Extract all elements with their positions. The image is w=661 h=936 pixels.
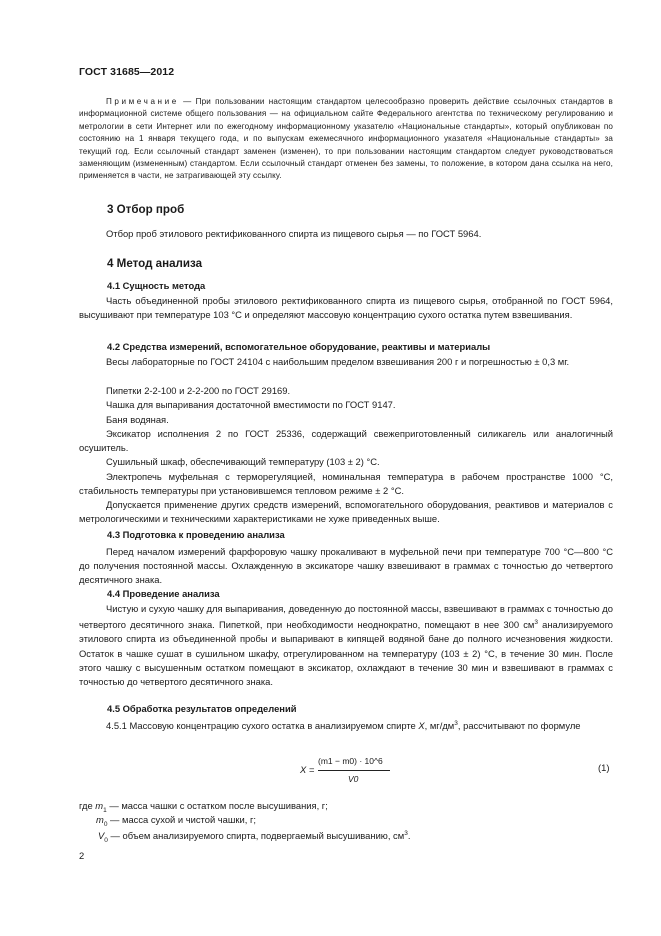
formula-number: (1) [598,762,610,773]
subsection-4-4-heading: 4.4 Проведение анализа [107,588,220,599]
where-line-m1: где $m_1$ — масса чашки с остатком после высушивания, г; [79,800,328,814]
section-4-heading: 4 Метод анализа [107,257,203,270]
subsection-4-1-heading: 4.1 Сущность метода [107,280,206,291]
formula-lhs: X = [300,764,315,775]
formula-1 [290,758,440,798]
subsection-4-2-p2: Пипетки 2-2-100 и 2-2-200 по ГОСТ 29169. [106,385,291,396]
subsection-4-2-p5: Эксикатор исполнения 2 по ГОСТ 25336, содержащий свежеприготовленный силикагель или аналогичный осушитель. [79,428,613,454]
section-3-text: Отбор проб этилового ректификованного спирта из пищевого сырья — по ГОСТ 5964. [106,228,482,239]
page-number: 2 [79,850,85,861]
note-paragraph [79,96,613,183]
subsection-4-2-p4: Баня водяная. [106,414,169,425]
where-line-v0: $V_0$ — объем анализируемого спирта, подвергаемый высушиванию, $см^3$. [98,830,411,844]
subsection-4-2-p8: Допускается применение других средств измерений, вспомогательного оборудования, реактивов и материалов с метрологическими и техническими характеристиками не хуже приведенных выше. [79,499,613,525]
subsection-4-5-heading: 4.5 Обработка результатов определений [107,703,297,714]
subsection-4-1-text: Часть объединенной пробы этилового ректификованного спирта из пищевого сырья, отобранной по ГОСТ 5964, высушивают при температуре 103 °С и определяют массовую концентрацию сухого остатка путем взвешивания. [79,295,613,321]
note-label: Примечание [106,97,179,106]
section-3-heading: 3 Отбор проб [107,203,185,216]
subsection-4-5-1-text: 4.5.1 Массовую концентрацию сухого остатка в анализируемом спирте X, $мг/дм^3$, рассчитывают по формуле [106,720,581,731]
subsection-4-2-p6: Сушильный шкаф, обеспечивающий температуру (103 ± 2) °С. [106,456,380,467]
subsection-4-2-p7: Электропечь муфельная с терморегуляцией, номинальная температура в рабочем пространстве 1000 °С, стабильность температуры при установившемся тепловом режиме ± 2 °С. [79,471,613,497]
subsection-4-2-p3: Чашка для выпаривания достаточной вместимости по ГОСТ 9147. [106,399,396,410]
subsection-4-3-text: Перед началом измерений фарфоровую чашку прокаливают в муфельной печи при температуре 700 °С—800 °С до получения постоянной массы. Охлажденную в эксикаторе чашку взвешивают в граммах с точностью до четвертого десятичного знака. [79,546,613,586]
subsection-4-2-heading: 4.2 Средства измерений, вспомогательное оборудование, реактивы и материалы [107,341,491,352]
where-line-m0: $m_0$ — масса сухой и чистой чашки, г; [96,814,256,828]
formula-numerator: (m1 − m0) · 10^6 [318,756,383,766]
formula-denominator: V0 [348,774,359,784]
subsection-4-3-heading: 4.3 Подготовка к проведению анализа [107,529,285,540]
note-text: — При пользовании настоящим стандартом целесообразно проверить действие ссылочных стандартов в информационной системе общего пользования — на официальном сайте Федерального агентства по техническому регулированию и метрологии в сети Интернет или по ежегодному информационному указателю «Национальные стандарты», который опубликован по состоянию на 1 января текущего года, и по выпускам ежемесячного информационного указателя «Национальные стандарты» за текущий год. Если ссылочный стандарт заменен (изменен), то при пользовании настоящим стандартом следует руководствоваться заменяющим (измененным) стандартом. Если ссылочный стандарт отменен без замены, то положение, в котором дана ссылка на него, применяется в части, не затрагивающей эту ссылку. [79,97,613,181]
document-header: ГОСТ 31685—2012 [79,66,175,78]
formula-fraction-bar [318,770,390,771]
subsection-4-4-text: Чистую и сухую чашку для выпаривания, доведенную до постоянной массы, взвешивают в граммах с точностью до четвертого десятичного знака. Пипеткой, при необходимости неоднократно, помещают в нее 300 $см^3$ анализируемого этилового спирта из объединенной пробы и выпаривают в кипящей водяной бане до полного исчезновения жидкости. Остаток в чашке сушат в сушильном шкафу, отрегулированном на температуру (103 ± 2) °С, в течение 30 мин. После этого чашку с высушенным остатком помещают в эксикатор, охлаждают в течение 30 мин и взвешивают в граммах с точностью до четвертого десятичного знака. [79,603,613,688]
subsection-4-2-p1: Весы лабораторные по ГОСТ 24104 с наибольшим пределом взвешивания 200 г и погрешностью ± 0,3 мг. [106,356,570,367]
